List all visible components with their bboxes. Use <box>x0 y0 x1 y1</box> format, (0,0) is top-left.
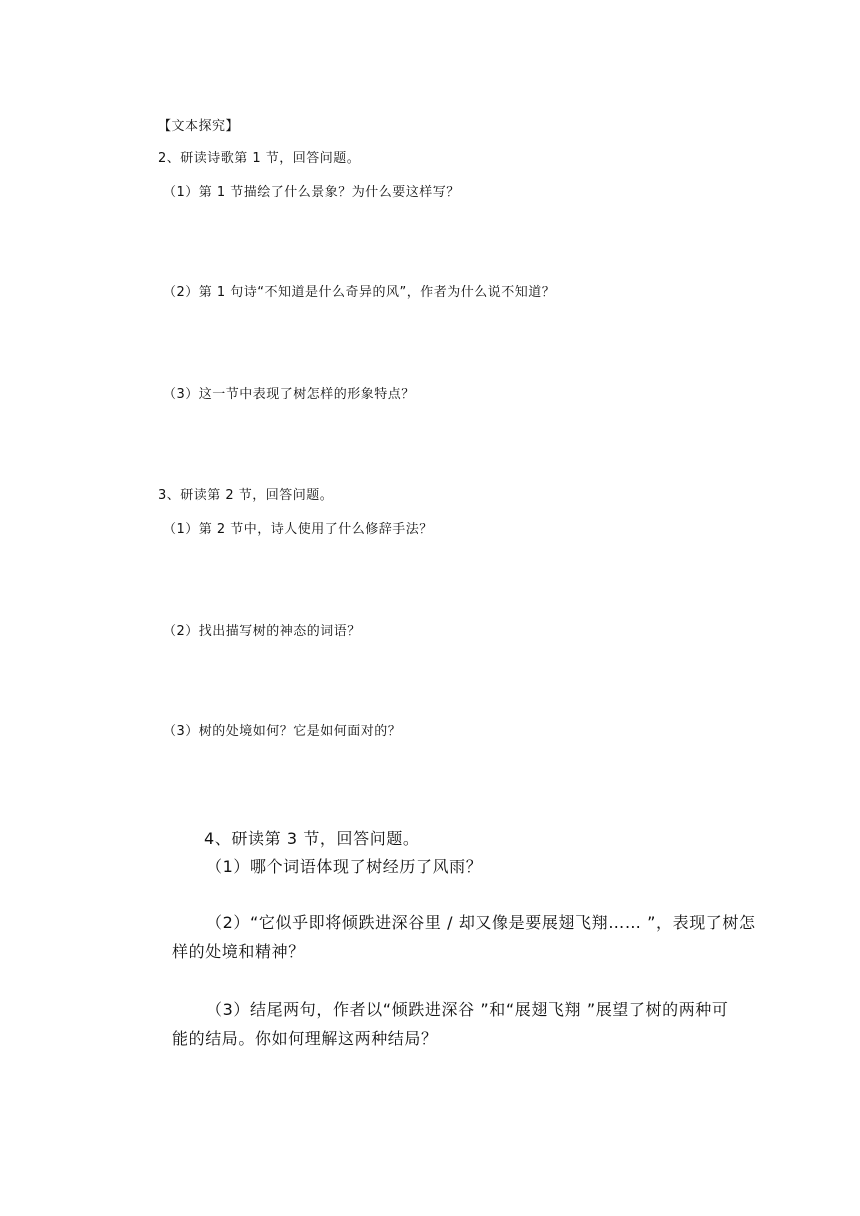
question-4-item-1: （1）哪个词语体现了树经历了风雨？ <box>206 857 483 876</box>
question-4-item-2-line-2: 样的处境和精神？ <box>172 942 305 961</box>
question-3-heading: 3、研读第 2 节，回答问题。 <box>158 488 334 503</box>
question-2-item-1: （1）第 1 节描绘了什么景象？为什么要这样写？ <box>163 185 460 200</box>
question-4-item-2-line-1: （2）“它似乎即将倾跌进深谷里 / 却又像是要展翅飞翔…… ”，表现了树怎 <box>206 913 756 932</box>
question-2-item-3: （3）这一节中表现了树怎样的形象特点？ <box>163 387 415 402</box>
question-3-item-2: （2）找出描写树的神态的词语？ <box>163 624 361 639</box>
question-2-heading: 2、研读诗歌第 1 节，回答问题。 <box>158 151 361 166</box>
question-2-item-2: （2）第 1 句诗“不知道是什么奇异的风”，作者为什么说不知道？ <box>163 285 556 300</box>
question-4-item-3-line-1: （3）结尾两句，作者以“倾跌进深谷 ”和“展翅飞翔 ”展望了树的两种可 <box>206 1000 729 1019</box>
question-4-heading: 4、研读第 3 节，回答问题。 <box>204 829 420 848</box>
question-3-item-3: （3）树的处境如何？它是如何面对的？ <box>163 724 402 739</box>
question-3-item-1: （1）第 2 节中，诗人使用了什么修辞手法？ <box>163 522 433 537</box>
section-title: 【文本探究】 <box>158 119 240 134</box>
question-4-item-3-line-2: 能的结局。你如何理解这两种结局？ <box>172 1029 438 1048</box>
